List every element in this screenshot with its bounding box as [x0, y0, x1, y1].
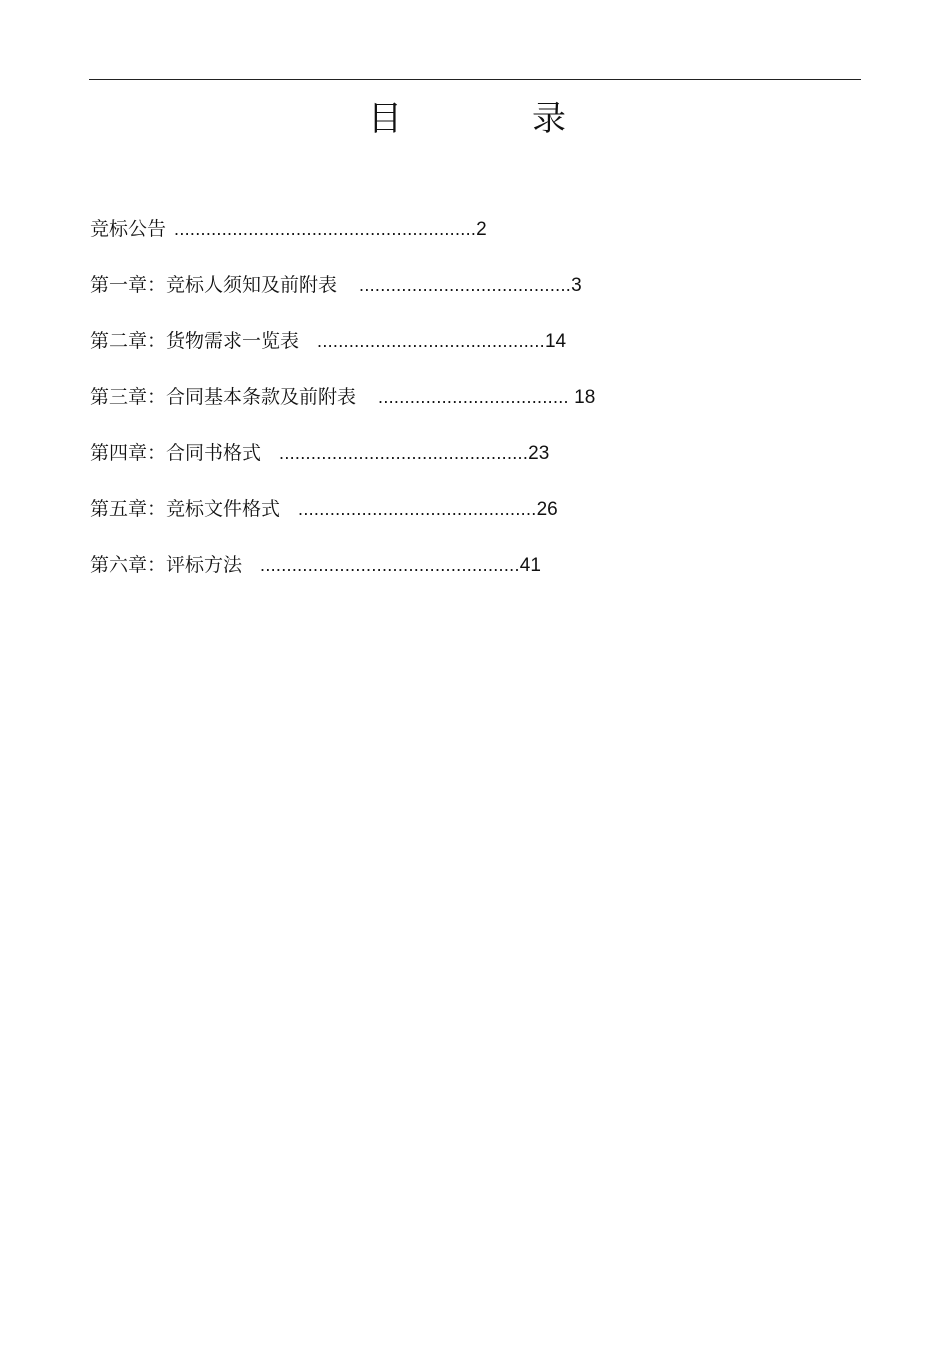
toc-entry-label: 第四章：合同书格式	[90, 442, 262, 464]
toc-page-number: 23	[528, 443, 550, 464]
header-rule	[89, 79, 861, 80]
toc-page-number: 41	[519, 555, 541, 576]
toc-page-number: 18	[568, 387, 596, 408]
toc-leader: .........................................................	[174, 219, 477, 239]
toc-entry-chapter-3[interactable]	[90, 380, 850, 436]
toc-leader: ...............................................	[279, 443, 529, 463]
toc-entry-announcement[interactable]	[90, 212, 850, 268]
toc-leader: .............................................	[298, 499, 537, 519]
toc-page-number: 26	[536, 499, 558, 520]
toc-entry-label: 第三章：合同基本条款及前附表	[90, 386, 357, 408]
toc-page-number: 2	[476, 219, 487, 240]
toc-leader: .................................................	[260, 555, 520, 575]
toc-leader: ...........................................	[317, 331, 545, 351]
toc-entry-label: 第五章：竞标文件格式	[90, 498, 281, 520]
toc-page-number: 3	[571, 275, 582, 296]
toc-list	[90, 212, 850, 604]
toc-entry-chapter-5[interactable]	[90, 492, 850, 548]
toc-entry-label: 第二章：货物需求一览表	[90, 330, 300, 352]
toc-entry-label: 第六章：评标方法	[90, 554, 243, 576]
toc-leader: ........................................	[359, 275, 572, 295]
toc-page-number: 14	[544, 331, 567, 352]
toc-entry-chapter-4[interactable]	[90, 436, 850, 492]
toc-leader: ....................................	[378, 387, 569, 407]
toc-entry-chapter-2[interactable]	[90, 324, 850, 380]
toc-entry-label: 第一章：竞标人须知及前附表	[90, 274, 338, 296]
toc-entry-chapter-1[interactable]	[90, 268, 850, 324]
toc-entry-chapter-6[interactable]	[90, 548, 850, 604]
toc-title: 目 录	[368, 99, 614, 139]
toc-entry-label: 竞标公告	[90, 218, 167, 240]
